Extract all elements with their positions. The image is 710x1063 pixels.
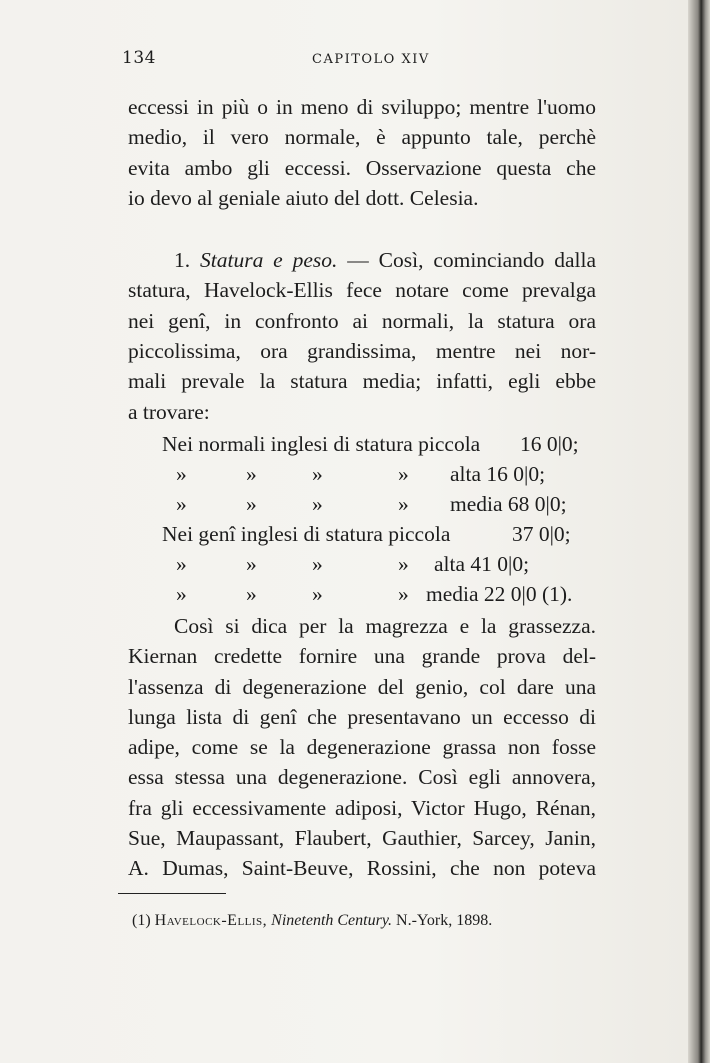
section-title: Statura e peso. [200, 248, 338, 273]
section-dash: — [347, 248, 369, 273]
ditto-mark: » [176, 491, 187, 516]
ditto-mark: » [312, 551, 323, 576]
ditto-mark: » [398, 491, 409, 516]
ditto-mark: » [312, 581, 323, 606]
ditto-mark: » [312, 491, 323, 516]
text-line: io devo al geniale aiuto del dott. Celesia. [128, 185, 479, 210]
ditto-mark: » [312, 461, 323, 486]
table-row [128, 579, 598, 609]
running-head: CAPITOLO XIV [312, 52, 430, 67]
row-value: alta 16 0|0; [450, 461, 546, 486]
text-line: evita ambo gli eccessi. Osservazione questa che [128, 155, 596, 180]
ditto-mark: » [398, 461, 409, 486]
row-lead: Nei genî inglesi di statura piccola [162, 521, 451, 546]
section-stature [128, 245, 596, 427]
ditto-mark: » [398, 551, 409, 576]
footnote-work: Ninetenth Century. [271, 912, 393, 929]
table-row [128, 549, 598, 579]
row-value: media 68 0|0; [450, 491, 567, 516]
ditto-mark: » [176, 551, 187, 576]
text-line: adipe, come se la degenerazione grassa non fosse [128, 735, 596, 760]
text-line: fra gli eccessivamente adiposi, Victor Hugo, Rénan, [128, 795, 596, 820]
book-spine-shadow [688, 0, 710, 1063]
section-number: 1. [174, 248, 191, 273]
text-line: mali prevale la statura media; infatti, egli ebbe [128, 369, 596, 394]
ditto-mark: » [398, 581, 409, 606]
text-line: Così si dica per la magrezza e la grassezza. [174, 613, 596, 638]
text-line: eccessi in più o in meno di sviluppo; mentre l'uomo [128, 95, 596, 119]
page-number: 134 [122, 48, 156, 68]
table-row [128, 519, 598, 549]
table-row [128, 489, 598, 519]
ditto-mark: » [246, 491, 257, 516]
text-line: l'assenza di degenerazione del genio, col dare una [128, 674, 596, 699]
text-line: statura, Havelock-Ellis fece notare come prevalga [128, 278, 596, 303]
footnote-author: Havelock-Ellis, [154, 912, 268, 929]
row-value: alta 41 0|0; [434, 551, 530, 576]
footnote [132, 912, 492, 930]
paragraph-3 [128, 611, 596, 884]
footnote-marker: (1) [132, 912, 151, 929]
text-line: a trovare: [128, 399, 210, 424]
text-line: lunga lista di genî che presentavano un eccesso di [128, 704, 596, 729]
text-line: essa stessa una degenerazione. Così egli annovera, [128, 765, 596, 790]
ditto-mark: » [246, 581, 257, 606]
text-line: nei genî, in confronto ai normali, la statura ora [128, 308, 596, 333]
text-line: A. Dumas, Saint-Beuve, Rossini, che non poteva [128, 856, 596, 881]
paragraph-1 [128, 92, 596, 213]
stature-table [128, 429, 596, 611]
section-first-line [128, 245, 596, 275]
text-line: Kiernan credette fornire una grande prova del- [128, 644, 596, 669]
ditto-mark: » [246, 461, 257, 486]
text-line: medio, il vero normale, è appunto tale, perchè [128, 125, 596, 150]
row-value: media 22 0|0 (1). [426, 581, 573, 606]
ditto-mark: » [176, 581, 187, 606]
ditto-mark: » [246, 551, 257, 576]
page-header [122, 48, 592, 74]
row-value: 16 0|0; [520, 431, 579, 456]
table-row [128, 459, 598, 489]
text-line: Sue, Maupassant, Flaubert, Gauthier, Sarcey, Janin, [128, 826, 596, 851]
text-line: piccolissima, ora grandissima, mentre nei nor- [128, 339, 596, 364]
body-text [128, 92, 596, 884]
ditto-mark: » [176, 461, 187, 486]
table-row [128, 429, 598, 459]
row-value: 37 0|0; [512, 521, 571, 546]
row-lead: Nei normali inglesi di statura piccola [162, 431, 481, 456]
footnote-rule [118, 893, 226, 894]
footnote-rest: N.-York, 1898. [396, 912, 493, 929]
section-line-text: Così, cominciando dalla [378, 248, 597, 273]
